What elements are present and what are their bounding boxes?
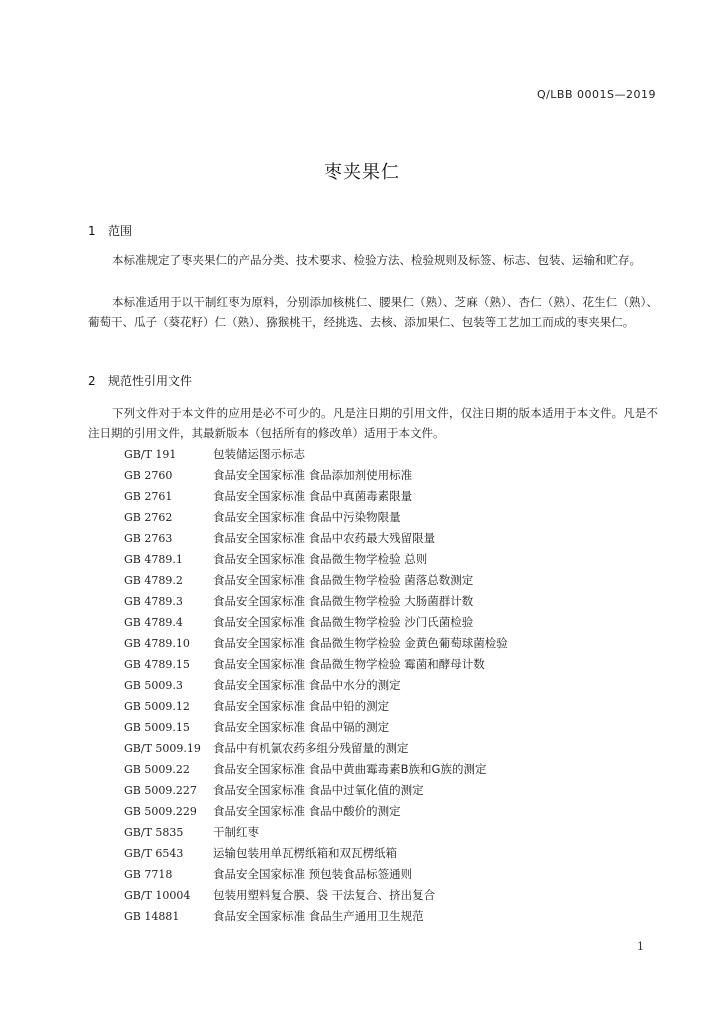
reference-code: GB 5009.22 <box>124 763 190 776</box>
reference-item <box>124 822 664 843</box>
reference-item <box>124 591 664 612</box>
reference-item <box>124 612 664 633</box>
reference-item <box>124 570 664 591</box>
reference-code: GB 4789.3 <box>124 595 183 608</box>
reference-title: 食品安全国家标准 食品微生物学检验 总则 <box>213 552 428 566</box>
reference-title: 运输包装用单瓦楞纸箱和双瓦楞纸箱 <box>213 846 397 860</box>
section-title: 规范性引用文件 <box>108 374 193 388</box>
reference-title: 食品安全国家标准 食品微生物学检验 大肠菌群计数 <box>213 594 474 608</box>
reference-item <box>124 549 664 570</box>
reference-code: GB 4789.2 <box>124 574 183 587</box>
reference-item <box>124 675 664 696</box>
reference-title: 包装用塑料复合膜、袋 干法复合、挤出复合 <box>213 888 436 902</box>
reference-list <box>124 444 664 927</box>
reference-item <box>124 465 664 486</box>
reference-code: GB 5009.12 <box>124 700 190 713</box>
reference-title: 食品安全国家标准 食品微生物学检验 沙门氏菌检验 <box>213 615 474 629</box>
document-title: 枣夹果仁 <box>324 162 400 183</box>
reference-code: GB 4789.1 <box>124 553 183 566</box>
reference-title: 包装储运图示标志 <box>213 447 305 461</box>
reference-item <box>124 843 664 864</box>
reference-code: GB 4789.4 <box>124 616 183 629</box>
reference-title: 食品安全国家标准 食品中真菌毒素限量 <box>213 489 413 503</box>
section-title: 范围 <box>108 224 133 238</box>
reference-code: GB 5009.3 <box>124 679 183 692</box>
reference-code: GB 2763 <box>124 532 173 545</box>
reference-code: GB 14881 <box>124 910 180 923</box>
reference-code: GB 2761 <box>124 490 173 503</box>
reference-code: GB/T 10004 <box>124 889 191 902</box>
reference-title: 食品安全国家标准 食品中镉的测定 <box>213 720 390 734</box>
reference-item <box>124 885 664 906</box>
scope-paragraph-1: 本标准规定了枣夹果仁的产品分类、技术要求、检验方法、检验规则及标签、标志、包装、运输和贮存。 <box>112 253 641 267</box>
reference-title: 干制红枣 <box>213 825 259 839</box>
reference-code: GB 4789.15 <box>124 658 190 671</box>
reference-code: GB 2762 <box>124 511 173 524</box>
reference-item <box>124 444 664 465</box>
reference-item <box>124 696 664 717</box>
section-number: 2 <box>88 374 96 388</box>
reference-code: GB 5009.15 <box>124 721 190 734</box>
reference-title: 食品中有机氯农药多组分残留量的测定 <box>213 741 409 755</box>
reference-code: GB/T 191 <box>124 448 177 461</box>
reference-title: 食品安全国家标准 食品中水分的测定 <box>213 678 401 692</box>
reference-title: 食品安全国家标准 食品微生物学检验 金黄色葡萄球菌检验 <box>213 636 508 650</box>
section-heading-normative-references <box>88 372 192 389</box>
reference-item <box>124 654 664 675</box>
reference-code: GB/T 5009.19 <box>124 742 201 755</box>
standard-code: Q/LBB 0001S—2019 <box>536 88 656 101</box>
reference-title: 食品安全国家标准 食品微生物学检验 霉菌和酵母计数 <box>213 657 485 671</box>
reference-item <box>124 801 664 822</box>
reference-item <box>124 864 664 885</box>
reference-title: 食品安全国家标准 食品中污染物限量 <box>213 510 401 524</box>
reference-item <box>124 507 664 528</box>
reference-title: 食品安全国家标准 食品中过氧化值的测定 <box>213 783 424 797</box>
reference-title: 食品安全国家标准 食品添加剂使用标准 <box>213 468 413 482</box>
reference-item <box>124 738 664 759</box>
references-intro-paragraph: 下列文件对于本文件的应用是必不可少的。凡是注日期的引用文件，仅注日期的版本适用于本文件。凡是不注日期的引用文件，其最新版本（包括所有的修改单）适用于本文件。 <box>88 406 658 440</box>
reference-title: 食品安全国家标准 食品生产通用卫生规范 <box>213 909 424 923</box>
section-heading-scope <box>88 222 132 239</box>
reference-item <box>124 486 664 507</box>
reference-code: GB 2760 <box>124 469 173 482</box>
reference-title: 食品安全国家标准 食品微生物学检验 菌落总数测定 <box>213 573 474 587</box>
scope-paragraph-2: 本标准适用于以干制红枣为原料，分别添加核桃仁、腰果仁（熟）、芝麻（熟）、杏仁（熟）、花生仁（熟）、葡萄干、瓜子（葵花籽）仁（熟）、猕猴桃干，经挑选、去核、添加果仁、包装等工艺加工而成的枣夹果仁。 <box>88 295 658 329</box>
reference-item <box>124 759 664 780</box>
reference-code: GB/T 6543 <box>124 847 184 860</box>
reference-title: 食品安全国家标准 食品中黄曲霉毒素B族和G族的测定 <box>213 762 487 776</box>
reference-title: 食品安全国家标准 食品中农药最大残留限量 <box>213 531 436 545</box>
page-number: 1 <box>637 940 644 953</box>
reference-code: GB 7718 <box>124 868 173 881</box>
reference-item <box>124 906 664 927</box>
reference-item <box>124 633 664 654</box>
reference-item <box>124 528 664 549</box>
section-number: 1 <box>88 224 96 238</box>
reference-title: 食品安全国家标准 食品中铅的测定 <box>213 699 390 713</box>
reference-code: GB 5009.227 <box>124 784 197 797</box>
reference-title: 食品安全国家标准 食品中酸价的测定 <box>213 804 401 818</box>
reference-item <box>124 780 664 801</box>
reference-code: GB/T 5835 <box>124 826 184 839</box>
reference-code: GB 4789.10 <box>124 637 190 650</box>
reference-item <box>124 717 664 738</box>
reference-title: 食品安全国家标准 预包装食品标签通则 <box>213 867 413 881</box>
reference-code: GB 5009.229 <box>124 805 197 818</box>
